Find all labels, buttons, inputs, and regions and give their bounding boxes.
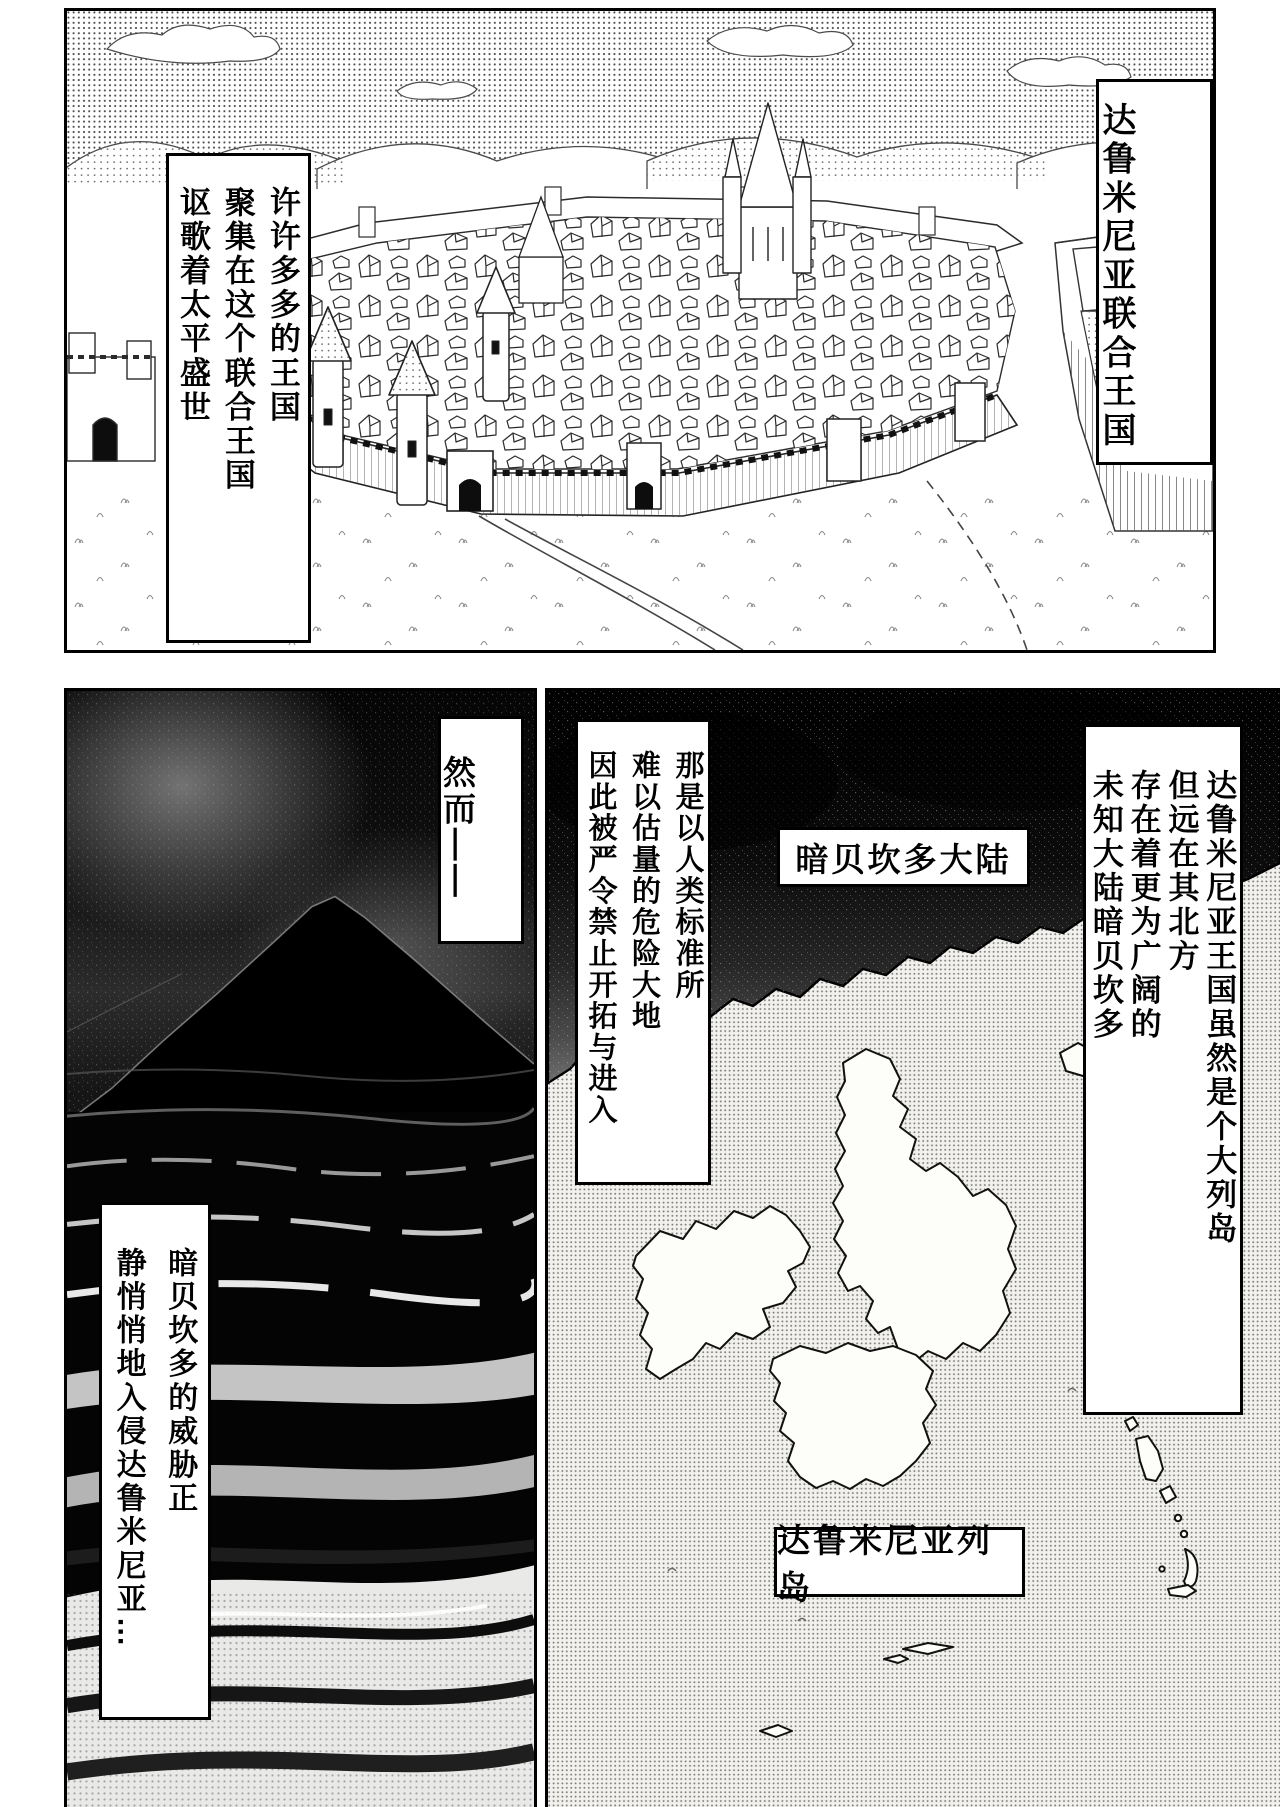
caption-line: 静悄悄地入侵达鲁米尼亚… bbox=[111, 1247, 145, 1651]
caption-line: 难以估量的危险大地 bbox=[628, 750, 660, 1032]
caption-kingdom-title-text bbox=[1099, 82, 1169, 451]
caption-line: 暗贝坎多的威胁正 bbox=[163, 1247, 197, 1516]
caption-line: 因此被严令禁止开拓与进入 bbox=[584, 750, 617, 1126]
caption-threat-text bbox=[102, 1205, 213, 1650]
caption-line: 然而—— bbox=[439, 755, 476, 901]
caption-forbidden-text bbox=[578, 722, 715, 1126]
top-panel-city bbox=[64, 8, 1216, 653]
caption-box-threat bbox=[99, 1202, 211, 1720]
caption-prosperity-text bbox=[169, 156, 316, 493]
caption-north-text bbox=[1086, 727, 1247, 1246]
caption-box-forbidden-land bbox=[575, 719, 711, 1185]
caption-box-kingdom-title bbox=[1096, 79, 1213, 465]
caption-line: 达鲁米尼亚王国虽然是个大列岛 bbox=[1201, 769, 1237, 1247]
caption-line: 讴歌着太平盛世 bbox=[174, 186, 210, 425]
label-continent-text: 暗贝坎多大陆 bbox=[795, 840, 1012, 878]
caption-line: 聚集在这个联合王国 bbox=[219, 186, 255, 493]
caption-box-north-continent bbox=[1083, 724, 1243, 1415]
label-continent bbox=[777, 827, 1030, 887]
label-islands bbox=[774, 1522, 1025, 1606]
label-islands-text: 达鲁米尼亚列岛 bbox=[777, 1522, 993, 1606]
caption-line: 那是以人类标准所 bbox=[671, 750, 704, 1001]
caption-line: 达鲁米尼亚联合王国 bbox=[1097, 102, 1135, 451]
caption-line: 许许多多的王国 bbox=[264, 186, 300, 425]
caption-line: 存在着更为广阔的 bbox=[1125, 769, 1161, 1042]
caption-box-prosperity bbox=[166, 153, 311, 643]
caption-however-text bbox=[441, 719, 496, 900]
caption-line: 未知大陆暗贝坎多 bbox=[1087, 769, 1123, 1042]
caption-line: 但远在其北方 bbox=[1163, 769, 1199, 974]
caption-box-however bbox=[438, 716, 524, 944]
